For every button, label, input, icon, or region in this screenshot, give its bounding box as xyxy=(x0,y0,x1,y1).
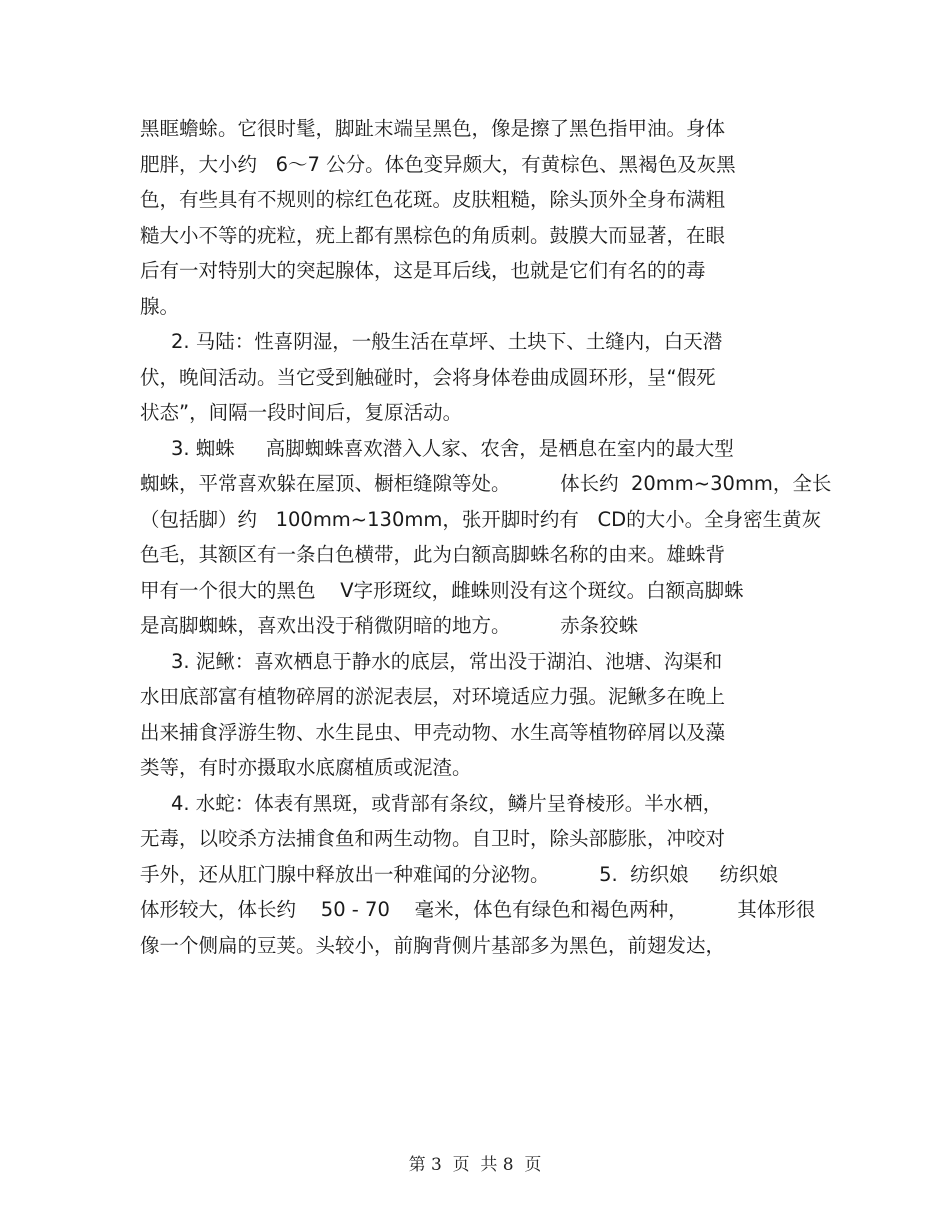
text-line: 是高脚蜘蛛，喜欢出没于稍微阴暗的地方。 赤条狡蛛 xyxy=(140,614,639,637)
text-line: 水田底部富有植物碎屑的淤泥表层，对环境适应力强。泥鳅多在晚上 xyxy=(140,685,726,708)
text-line: 色毛，其额区有一条白色横带，此为白额高脚蛛名称的由来。雄蛛背 xyxy=(140,543,726,566)
text-line: 手外，还从肛门腺中释放出一种难闻的分泌物。 5. 纺织娘 纺织娘 xyxy=(140,862,779,886)
text-line: 色，有些具有不规则的棕红色花斑。皮肤粗糙，除头顶外全身布满粗 xyxy=(140,188,726,211)
text-line: 伏，晚间活动。当它受到触碰时，会将身体卷曲成圆环形，呈“假死 xyxy=(140,365,716,389)
text-line: 3. 蜘蛛 高脚蜘蛛喜欢潜入人家、农舍，是栖息在室内的最大型 xyxy=(140,436,734,460)
text-line: 后有一对特别大的突起腺体，这是耳后线，也就是它们有名的的毒 xyxy=(140,259,706,282)
text-line: 出来捕食浮游生物、水生昆虫、甲壳动物、水生高等植物碎屑以及藻 xyxy=(140,720,726,744)
page-number-footer: 第 3 页 共 8 页 xyxy=(408,1155,542,1175)
text-line: 无毒，以咬杀方法捕食鱼和两生动物。自卫时，除头部膨胀，冲咬对 xyxy=(140,827,726,850)
text-line: 类等，有时亦摄取水底腐植质或泥渣。 xyxy=(140,756,472,779)
text-line: 糙大小不等的疣粒，疣上都有黑棕色的角质刺。鼓膜大而显著，在眼 xyxy=(140,223,726,247)
text-line: 像一个侧扁的豆荚。头较小，前胸背侧片基部多为黑色，前翅发达， xyxy=(140,933,726,957)
text-line: 体形较大，体长约 50 - 70 毫米，体色有绿色和褐色两种， 其体形很 xyxy=(140,898,816,921)
text-line: 3. 泥鳅：喜欢栖息于静水的底层，常出没于湖泊、池塘、沟渠和 xyxy=(140,649,723,673)
text-line: 黑眶蟾蜍。它很时髦，脚趾末端呈黑色，像是擦了黑色指甲油。身体 xyxy=(140,117,726,140)
text-line: 腺。 xyxy=(140,294,180,318)
text-line: 甲有一个很大的黑色 V字形斑纹，雌蛛则没有这个斑纹。白额高脚蛛 xyxy=(140,578,744,602)
body-text xyxy=(140,111,832,963)
text-line: （包括脚）约 100mm~130mm，张开脚时约有 CD的大小。全身密生黄灰 xyxy=(140,507,822,531)
text-line: 肥胖，大小约 6～7 公分。体色变异颇大，有黄棕色、黑褐色及灰黑 xyxy=(140,152,736,176)
text-line: 2. 马陆：性喜阴湿，一般生活在草坪、土块下、土缝内，白天潜 xyxy=(140,330,723,353)
text-line: 4. 水蛇：体表有黑斑，或背部有条纹，鳞片呈脊棱形。半水栖， xyxy=(140,791,723,815)
text-line: 状态”，间隔一段时间后，复原活动。 xyxy=(140,401,463,424)
text-line: 蜘蛛，平常喜欢躲在屋顶、橱柜缝隙等处。 体长约 20mm~30mm，全长 xyxy=(140,472,832,495)
